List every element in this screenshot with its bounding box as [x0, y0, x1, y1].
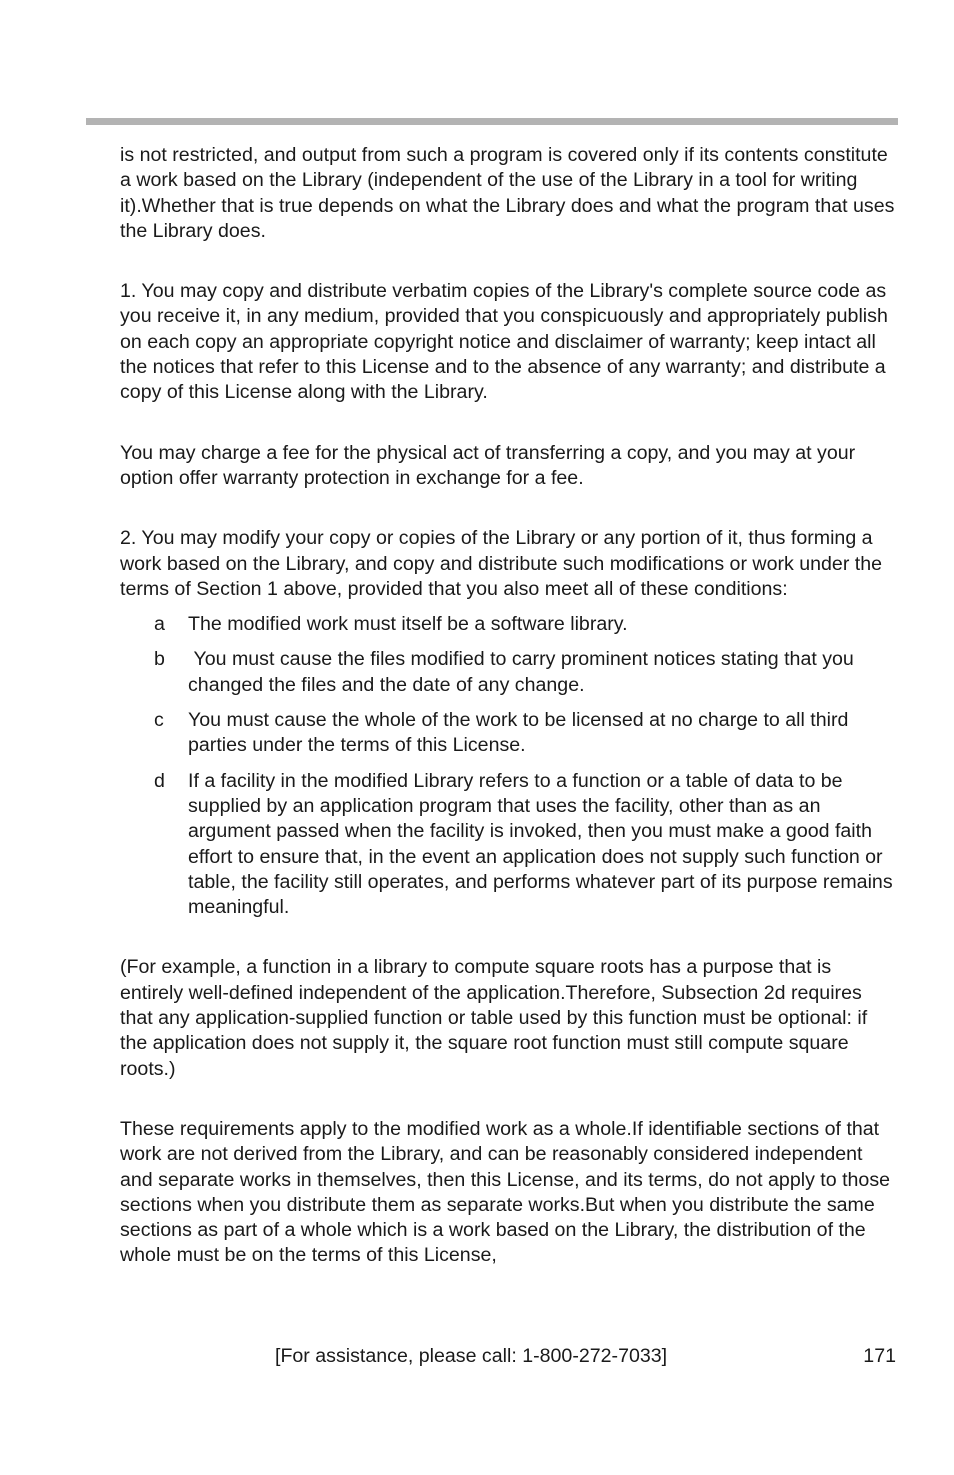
condition-item-d [120, 769, 898, 921]
paragraph-continuation: is not restricted, and output from such a program is covered only if its contents constitute a work based on the Library (independent of the use of the Library in a tool for writing it).Whether that is true depends on what the Library does and what the program that uses the Library does. [120, 144, 895, 242]
page-number: 171 [863, 1345, 896, 1367]
condition-text: You must cause the files modified to carry prominent notices stating that you changed the files and the date of any change. [188, 648, 860, 696]
condition-text: You must cause the whole of the work to be licensed at no charge to all third parties under the terms of this License. [188, 709, 849, 757]
conditions-list [120, 612, 898, 920]
paragraph-example: (For example, a function in a library to compute square roots has a purpose that is entirely well-defined independent of the application.Therefore, Subsection 2d requires that any application-supplied function or table used by this function must be optional: if the application does not supply it, the square root function must still compute square roots.) [120, 956, 868, 1080]
condition-letter: b [154, 648, 165, 671]
condition-item-b [120, 647, 898, 698]
condition-text: The modified work must itself be a software library. [188, 613, 628, 636]
paragraph-requirements: These requirements apply to the modified work as a whole.If identifiable sections of that work are not derived from the Library, and can be reasonably considered independent and separate works in themselves, then this License, and its terms, do not apply to those sections when you distribute them as separate works.But when you distribute the same sections as part of a whole which is a work based on the Library, the distribution of the whole must be on the terms of this License, [120, 1117, 891, 1267]
page-body [120, 143, 898, 1304]
header-rule [86, 118, 898, 125]
condition-text: If a facility in the modified Library refers to a function or a table of data to be supplied by an application program that uses the facility, other than as an argument passed when the facility is invoked, then you must make a good faith effort to ensure that, in the event an application does not supply such function or table, the facility still operates, and performs whatever part of its purpose remains meaningful. [188, 769, 893, 919]
condition-item-a [120, 612, 898, 637]
assistance-phone-text: [For assistance, please call: 1-800-272-7033] [275, 1345, 668, 1367]
paragraph-section-1: 1. You may copy and distribute verbatim copies of the Library's complete source code as you receive it, in any medium, provided that you conspicuously and appropriately publish on each copy an appropriate copyright notice and disclaimer of warranty; keep intact all the notices that refer to this License and to the absence of any warranty; and distribute a copy of this License along with the Library. [120, 280, 888, 404]
condition-letter: c [154, 709, 164, 732]
paragraph-fee: You may charge a fee for the physical act of transferring a copy, and you may at your option offer warranty protection in exchange for a fee. [120, 441, 856, 489]
condition-letter: a [154, 613, 165, 636]
condition-item-c [120, 708, 898, 759]
condition-letter: d [154, 769, 165, 792]
paragraph-section-2: 2. You may modify your copy or copies of the Library or any portion of it, thus forming a work based on the Library, and copy and distribute such modifications or work under the terms of Section 1 above, provided that you also meet all of these conditions: [120, 527, 883, 600]
